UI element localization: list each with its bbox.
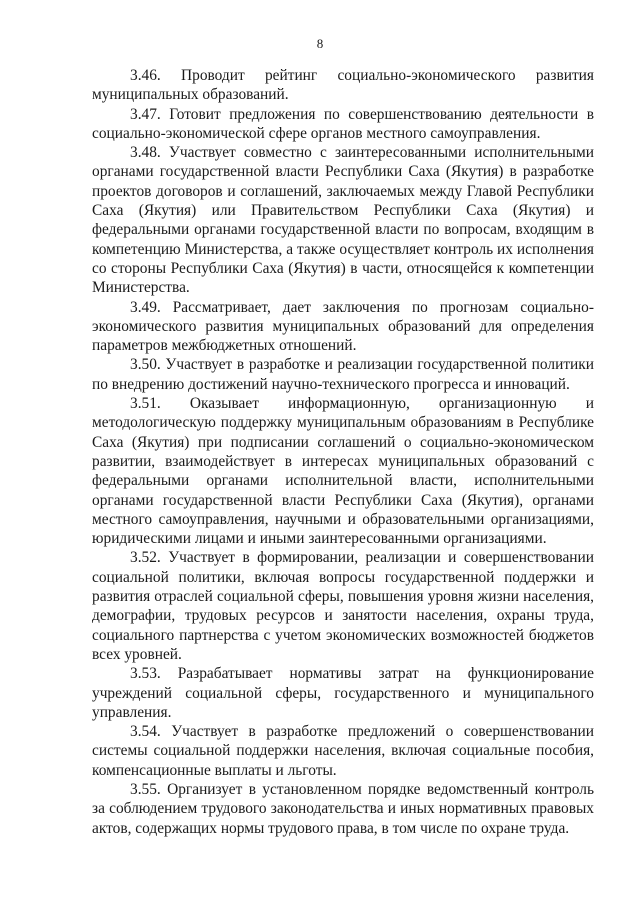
paragraph-3-47: 3.47. Готовит предложения по совершенствованию деятельности в социально-экономической сфере органов местного самоуправления. <box>92 105 594 142</box>
document-body <box>92 66 594 838</box>
paragraph-3-55: 3.55. Организует в установленном порядке ведомственный контроль за соблюдением трудового законодательства и иных нормативных правовых актов, содержащих нормы трудового права, в том числе по охране труда. <box>92 780 594 837</box>
paragraph-3-46: 3.46. Проводит рейтинг социально-экономического развития муниципальных образований. <box>92 67 594 104</box>
paragraph-3-50: 3.50. Участвует в разработке и реализации государственной политики по внедрению достижений научно-технического прогресса и инноваций. <box>92 356 594 393</box>
paragraph-3-51: 3.51. Оказывает информационную, организационную и методологическую поддержку муниципальным образованиям в Республике Саха (Якутия) при подписании соглашений о социально-экономическом развитии, взаимодействует в интересах муниципальных образований с федеральными органами исполнительной власти, исполнительными органами государственной власти Республики Саха (Якутия), органами местного самоуправления, научными и образовательными организациями, юридическими лицами и иными заинтересованными организациями. <box>92 395 594 548</box>
paragraph-3-53: 3.53. Разрабатывает нормативы затрат на функционирование учреждений социальной сферы, государственного и муниципального управления. <box>92 665 594 721</box>
paragraph-3-48: 3.48. Участвует совместно с заинтересованными исполнительными органами государственной власти Республики Саха (Якутия) в разработке проектов договоров и соглашений, заключаемых между Главой Республики Саха (Якутия) или Правительством Республики Саха (Якутия) и федеральными органами государственной власти по вопросам, входящим в компетенцию Министерства, а также осуществляет контроль их исполнения со стороны Республики Саха (Якутия) в части, относящейся к компетенции Министерства. <box>92 144 594 297</box>
page-number: 8 <box>316 36 324 51</box>
paragraph-3-54: 3.54. Участвует в разработке предложений о совершенствовании системы социальной поддержки населения, включая социальные пособия, компенсационные выплаты и льготы. <box>92 723 594 779</box>
paragraph-3-52: 3.52. Участвует в формировании, реализации и совершенствовании социальной политики, включая вопросы государственной поддержки и развития отраслей социальной сферы, повышения уровня жизни населения, демографии, трудовых ресурсов и занятости населения, охраны труда, социального партнерства с учетом экономических возможностей бюджетов всех уровней. <box>92 549 594 663</box>
paragraph-3-49: 3.49. Рассматривает, дает заключения по прогнозам социально-экономического развития муниципальных образований для определения параметров межбюджетных отношений. <box>92 298 594 355</box>
